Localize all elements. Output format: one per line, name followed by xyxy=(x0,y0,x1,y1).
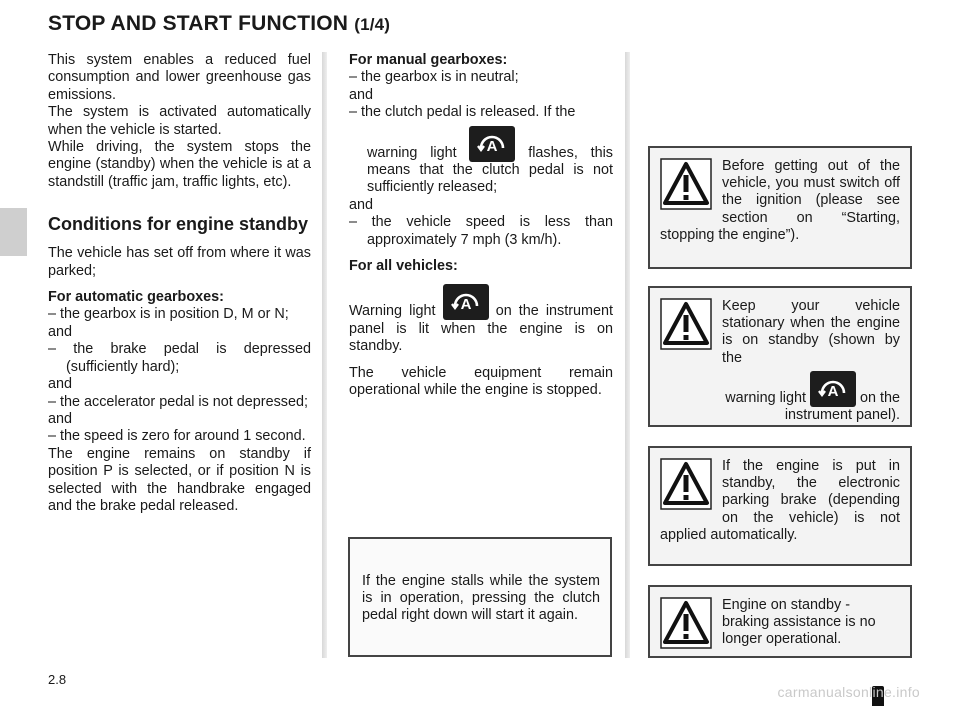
column-divider-left xyxy=(322,52,327,658)
svg-text:A: A xyxy=(460,296,472,314)
equipment-text: The vehicle equipment remain operational while the engine is stopped. xyxy=(349,364,613,399)
section-heading: Conditions for engine standby xyxy=(48,214,308,235)
manual-gearbox-title: For manual gearboxes: xyxy=(349,52,508,68)
warning-text: If the engine is put in standby, the electronic parking brake (depending on the vehicle) is not applied automatically. xyxy=(660,458,900,543)
activation-text: The system is activated automatically when the vehicle is started. xyxy=(48,104,311,138)
setoff-text: The vehicle has set off from where it was parked; xyxy=(48,245,311,279)
watermark: carmanualsonline.info xyxy=(777,684,920,700)
list-item-continued: warning light A flashes, this means that the clutch pedal is not sufficiently released; xyxy=(349,126,613,197)
title-part: (1/4) xyxy=(354,15,391,34)
middle-column xyxy=(349,52,613,400)
svg-text:A: A xyxy=(827,382,839,400)
and-text: and xyxy=(48,410,73,427)
auto-stop-a-icon xyxy=(810,371,856,407)
section-tab xyxy=(0,208,27,256)
standby-position-text: The engine remains on standby if position P is selected, or if position N is selected with the handbrake engaged and the brake pedal released. xyxy=(48,445,311,514)
note-box xyxy=(348,537,612,657)
and-text: and xyxy=(349,196,374,213)
warning-triangle-icon xyxy=(660,458,712,510)
auto-stop-a-icon xyxy=(443,284,489,320)
list-item: – the speed is zero for around 1 second. xyxy=(48,428,306,445)
list-item: – the clutch pedal is released. If the xyxy=(349,104,576,121)
list-item: – the gearbox is in position D, M or N; xyxy=(48,306,289,323)
warning-triangle-icon xyxy=(660,158,712,210)
and-text: and xyxy=(349,86,374,103)
all-vehicles-title: For all vehicles: xyxy=(349,258,458,275)
column-divider-right xyxy=(625,52,630,658)
list-item: – the gearbox is in neutral; xyxy=(349,69,519,86)
and-text: and xyxy=(48,323,73,340)
warning-light-text: Warning light A on the instrument panel is lit when the engine is on standby. xyxy=(349,284,613,355)
auto-gearbox-title: For automatic gearboxes: xyxy=(48,289,224,306)
list-item: – the accelerator pedal is not depressed; xyxy=(48,393,308,410)
warning-box-stationary xyxy=(648,286,912,427)
page-title xyxy=(48,12,390,36)
title-text: STOP AND START FUNCTION xyxy=(48,12,349,35)
driving-text: While driving, the system stops the engine (standby) when the vehicle is at a standstill (traffic jam, traffic lights, etc). xyxy=(48,139,311,190)
warning-text: Engine on standby - braking assistance is no longer operational. xyxy=(722,597,876,648)
warning-triangle-icon xyxy=(660,597,712,649)
warning-box-braking xyxy=(648,585,912,658)
warning-box-ignition xyxy=(648,146,912,269)
note-text: If the engine stalls while the system is in operation, pressing the clutch pedal right down will start it again. xyxy=(362,573,600,624)
list-item: – the brake pedal is depressed (sufficiently hard); xyxy=(48,341,311,375)
and-text: and xyxy=(48,376,73,393)
auto-stop-a-icon xyxy=(469,126,515,162)
page-number: 2.8 xyxy=(48,672,67,687)
intro-text: This system enables a reduced fuel consumption and lower greenhouse gas emissions. xyxy=(48,52,311,103)
left-column xyxy=(48,52,311,515)
list-item: – the vehicle speed is less than approximately 7 mph (3 km/h). xyxy=(349,214,613,248)
svg-text:A: A xyxy=(486,137,498,155)
warning-box-parking-brake xyxy=(648,446,912,566)
warning-text-continued: warning light A on the instrument panel). xyxy=(660,371,900,424)
warning-triangle-icon xyxy=(660,298,712,350)
warning-text: Keep your vehicle stationary when the engine is on standby (shown by the xyxy=(722,298,900,366)
warning-text: Before getting out of the vehicle, you must switch off the ignition (please see section on “Starting, stopping the engine”). xyxy=(660,158,900,243)
